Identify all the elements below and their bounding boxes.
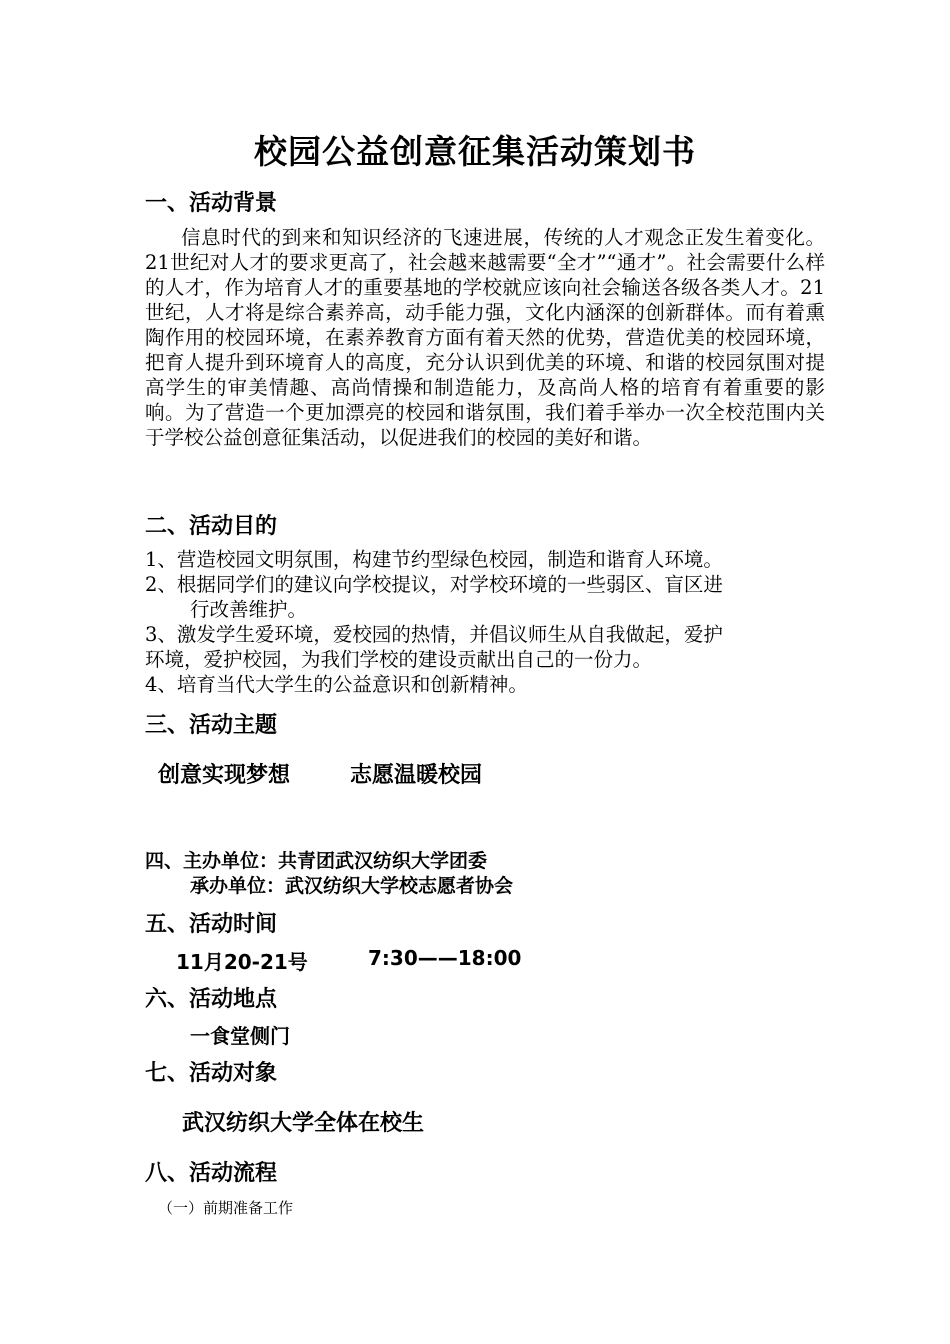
purpose-item-3: 3、激发学生爱环境，爱校园的热情，并倡议师生从自我做起，爱护	[145, 623, 723, 646]
purpose-item-2: 2、根据同学们的建议向学校提议，对学校环境的一些弱区、盲区进	[145, 573, 723, 596]
event-location: 一食堂侧门	[190, 1024, 290, 1048]
co-organizer-line: 承办单位：武汉纺织大学校志愿者协会	[190, 875, 514, 897]
section-heading-theme: 三、活动主题	[145, 713, 278, 738]
section-heading-background: 一、活动背景	[145, 191, 278, 216]
organizer-line: 四、主办单位：共青团武汉纺织大学团委	[145, 850, 488, 872]
event-audience: 武汉纺织大学全体在校生	[182, 1111, 425, 1136]
purpose-item-4: 4、培育当代大学生的公益意识和创新精神。	[145, 673, 528, 696]
event-time: 7:30——18:00	[368, 946, 522, 970]
purpose-item-1: 1、营造校园文明氛围，构建节约型绿色校园，制造和谐育人环境。	[145, 548, 723, 571]
event-date: 11月20-21号	[176, 950, 308, 974]
section-heading-process: 八、活动流程	[145, 1161, 278, 1186]
theme-text-2: 志愿温暖校园	[350, 763, 483, 788]
purpose-item-2-continued: 行改善维护。	[190, 598, 308, 621]
document-title: 校园公益创意征集活动策划书	[254, 132, 696, 171]
process-subheading-1: （一）前期准备工作	[158, 1199, 294, 1217]
section-heading-time: 五、活动时间	[145, 912, 278, 937]
section-heading-purpose: 二、活动目的	[145, 514, 278, 539]
theme-text-1: 创意实现梦想	[158, 763, 291, 788]
background-paragraph: 信息时代的到来和知识经济的飞速进展，传统的人才观念正发生着变化。21世纪对人才的要求更高了，社会越来越需要“全才”“通才”。社会需要什么样的人才，作为培育人才的重要基地的学校就应该向社会输送各级各类人才。21世纪，人才将是综合素养高，动手能力强，文化内涵深的创新群体。而有着熏陶作用的校园环境，在素养教育方面有着天然的优势，营造优美的校园环境，把育人提升到环境育人的高度，充分认识到优美的环境、和谐的校园氛围对提高学生的审美情趣、高尚情操和制造能力，及高尚人格的培育有着重要的影响。为了营造一个更加漂亮的校园和谐氛围，我们着手举办一次全校范围内关于学校公益创意征集活动，以促进我们的校园的美好和谐。	[145, 226, 825, 449]
purpose-item-3-continued: 环境，爱护校园，为我们学校的建设贡献出自己的一份力。	[145, 648, 653, 671]
section-heading-audience: 七、活动对象	[145, 1061, 278, 1086]
section-heading-location: 六、活动地点	[145, 987, 278, 1012]
